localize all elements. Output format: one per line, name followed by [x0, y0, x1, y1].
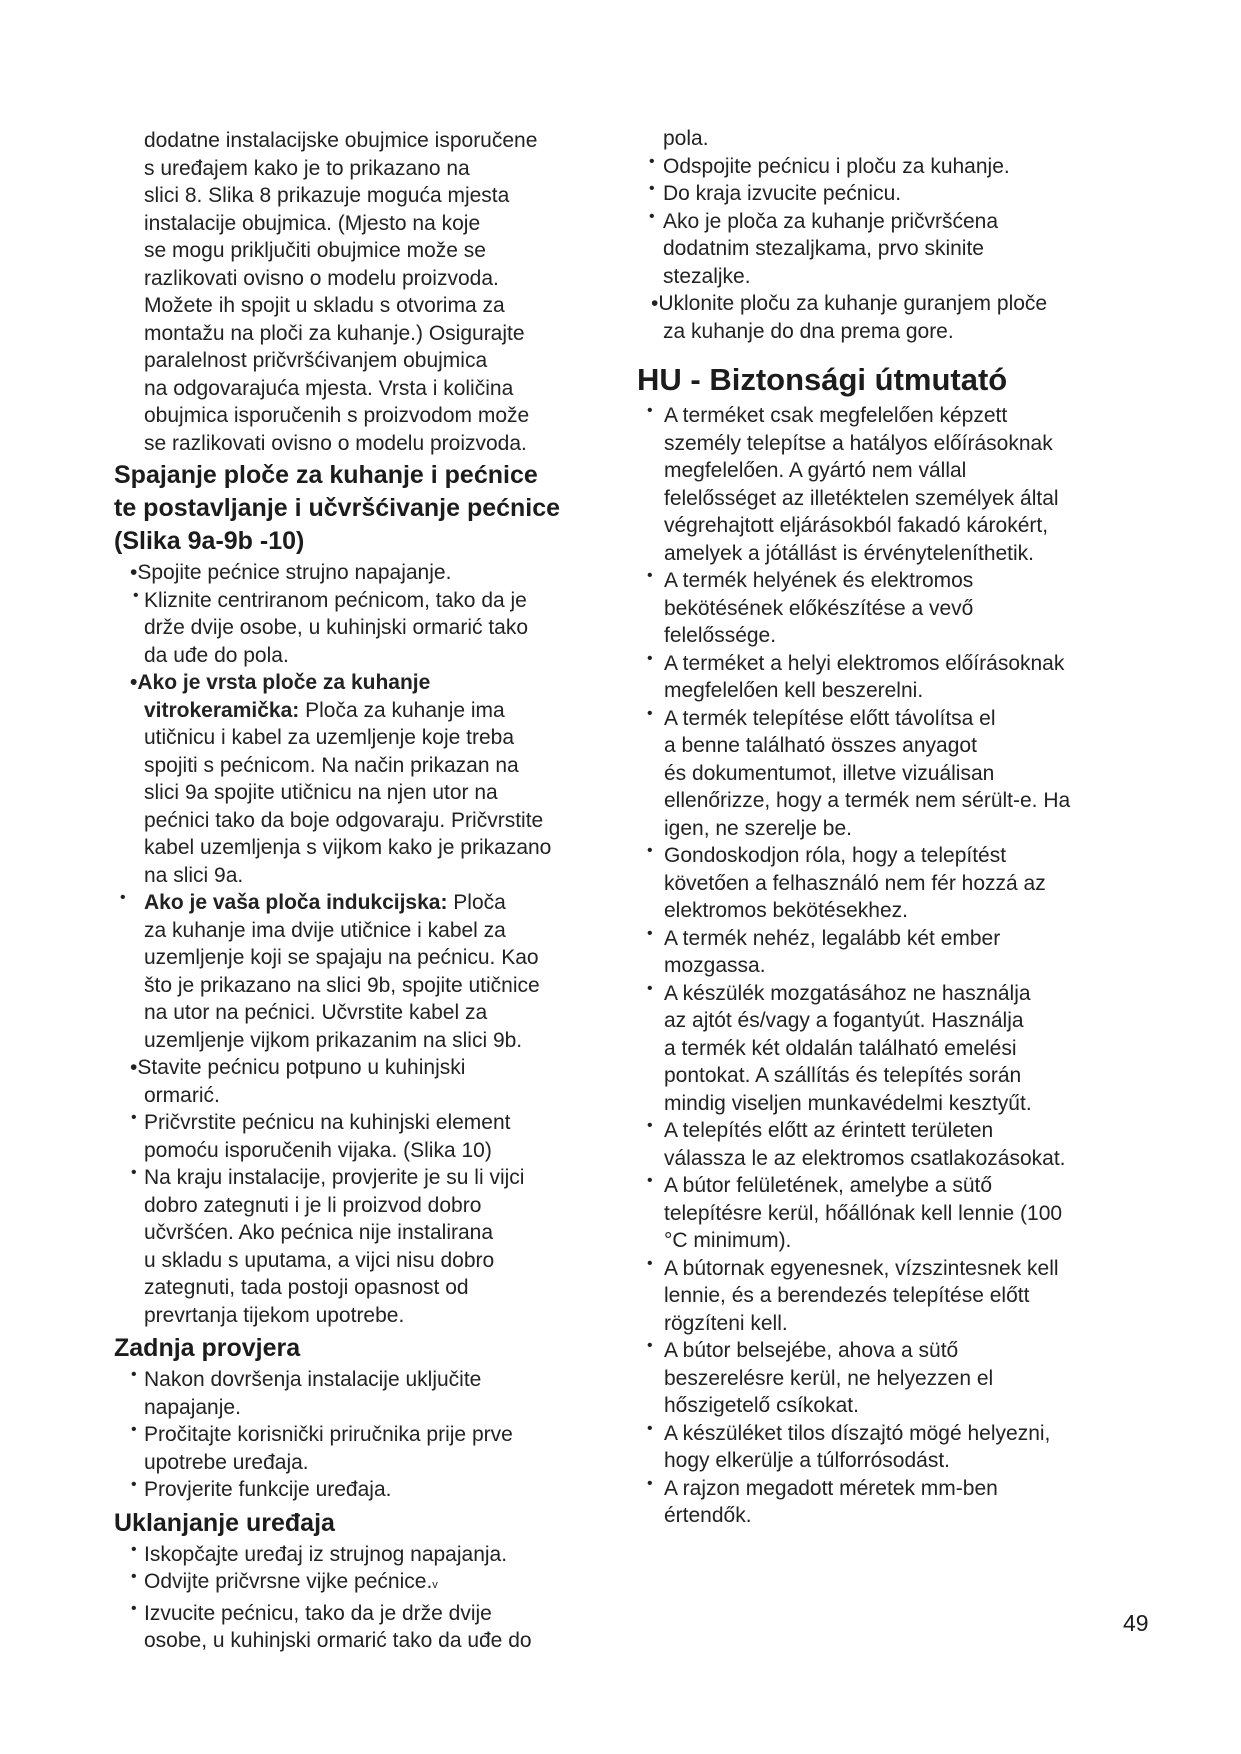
bullet-icon: • — [647, 402, 653, 419]
text-line: što je prikazano na slici 9b, spojite utičnice — [144, 973, 540, 997]
bullet-icon: • — [131, 1164, 137, 1181]
text-line: ormarić. — [144, 1083, 220, 1107]
bullet-icon: • — [131, 1476, 137, 1493]
list-item — [637, 402, 1137, 567]
bullet-icon: • — [647, 1337, 653, 1354]
text-line: •Spojite pećnice strujno napajanje. — [130, 561, 452, 584]
text-line: Provjerite funkcije uređaja. — [144, 1478, 392, 1501]
text-line: za kuhanje do dna prema gore. — [663, 319, 954, 343]
bullet-icon: • — [131, 1109, 137, 1126]
list-item — [637, 980, 1137, 1118]
text-line: Odspojite pećnicu i ploču za kuhanje. — [663, 154, 1010, 178]
list-item — [637, 1255, 1137, 1338]
text-line: dodatnim stezaljkama, prvo skinite — [663, 237, 984, 260]
text-line: A bútornak egyenesnek, vízszintesnek kell — [664, 1256, 1059, 1280]
text-line: Ploča za kuhanje ima — [299, 698, 505, 722]
text-line: upotrebe uređaja. — [144, 1450, 309, 1474]
list-item — [637, 567, 1137, 650]
bullet-icon: • — [120, 889, 126, 906]
bold-text: Ako je vaša ploča indukcijska: — [144, 891, 448, 914]
text-line: rögzíteni kell. — [664, 1311, 788, 1335]
section-heading-connecting — [114, 459, 614, 558]
list-item — [637, 1420, 1137, 1475]
list-item — [637, 208, 1137, 291]
heading-line: (Slika 9a-9b -10) — [114, 527, 305, 555]
list-item — [637, 705, 1137, 843]
text-line: Gondoskodjon róla, hogy a telepítést — [664, 844, 1007, 867]
text-line: mozgassa. — [664, 954, 766, 977]
bullet-icon: • — [647, 1254, 653, 1272]
heading-line: Spajanje ploče za kuhanje i pećnice — [114, 461, 538, 489]
text-line: lennie, és a berendezés telepítése előtt — [664, 1284, 1030, 1307]
text-line: dodatne instalacijske obujmice isporučene — [144, 129, 538, 152]
text-line: instalacije obujmica. (Mjesto na koje — [144, 211, 481, 235]
text-line: A termék nehéz, legalább két ember — [664, 926, 1001, 950]
text-line: razlikovati ovisno o modelu proizvoda. — [144, 266, 499, 290]
bold-text: vitrokeramička: — [144, 698, 300, 722]
bullet-icon: • — [647, 1117, 653, 1134]
text-line: és dokumentumot, illetve vizuálisan — [664, 761, 995, 785]
text-line: Pročitajte korisnički priručnika prije prve — [144, 1423, 513, 1446]
bold-text: •Ako je vrsta ploče za kuhanje — [130, 671, 431, 694]
text-line: u skladu s uputama, a vijci nisu dobro — [144, 1248, 495, 1272]
bullet-icon: • — [131, 1599, 137, 1617]
bullet-icon: • — [647, 704, 653, 722]
list-item — [637, 1337, 1137, 1420]
list-item — [114, 1476, 614, 1504]
list-item — [637, 1172, 1137, 1255]
text-line: Ako je ploča za kuhanje pričvršćena — [663, 209, 999, 233]
text-line: pećnici tako da boje odgovaraju. Pričvrstite — [144, 808, 544, 832]
text-line: na odgovarajuća mjesta. Vrsta i količina — [144, 376, 514, 400]
text-line: slici 8. Slika 8 prikazuje moguća mjesta — [144, 184, 510, 207]
text-line: Pričvrstite pećnicu na kuhinjski element — [144, 1111, 511, 1134]
text-line: •Stavite pećnicu potpuno u kuhinjski — [130, 1056, 466, 1079]
left-column — [114, 127, 614, 1655]
list-item — [637, 842, 1137, 925]
small-mark: v — [432, 1579, 438, 1591]
text-line: A termék helyének és elektromos — [664, 569, 974, 592]
text-line: utičnicu i kabel za uzemljenje koje treba — [144, 726, 515, 749]
text-line: drže dvije osobe, u kuhinjski ormarić tako — [144, 616, 529, 639]
text-line: za kuhanje ima dvije utičnice i kabel za — [144, 918, 506, 942]
list-item — [637, 290, 1137, 345]
text-line: felelősséget az illetéktelen személyek által — [664, 486, 1059, 510]
list-item — [114, 1421, 614, 1476]
text-line: pomoću isporučenih vijaka. (Slika 10) — [144, 1138, 492, 1162]
list-item — [114, 1600, 614, 1655]
bullet-icon: • — [647, 1172, 653, 1189]
text-line: Izvucite pećnicu, tako da je drže dvije — [144, 1601, 492, 1625]
list-item — [637, 180, 1137, 208]
text-line: napajanje. — [144, 1395, 241, 1419]
text-line: A készülék mozgatásához ne használja — [664, 981, 1031, 1005]
hu-list — [637, 402, 1137, 1530]
text-line: mindig viseljen munkavédelmi kesztyűt. — [664, 1091, 1032, 1115]
text-line: Možete ih spojit u skladu s otvorima za — [144, 294, 505, 317]
bullet-icon: • — [649, 207, 655, 225]
text-line: da uđe do pola. — [144, 643, 289, 667]
section-heading-final-check: Zadnja provjera — [114, 1334, 301, 1362]
list-item — [114, 669, 614, 889]
text-line: A bútor belsejébe, ahova a sütő — [664, 1339, 959, 1362]
list-item — [114, 1366, 614, 1421]
text-line: Iskopčajte uređaj iz strujnog napajanja. — [144, 1542, 508, 1566]
bullet-icon: • — [649, 152, 655, 170]
text-line: Odvijte pričvrsne vijke pećnice. — [144, 1570, 433, 1593]
text-line: beszerelésre kerül, ne helyezzen el — [664, 1366, 994, 1390]
text-line: paralelnost pričvršćivanjem obujmica — [144, 349, 488, 372]
text-line: °C minimum). — [664, 1229, 792, 1252]
hu-section-title: HU - Biztonsági útmutató — [637, 362, 1008, 397]
list-item — [114, 559, 614, 587]
bullet-icon: • — [647, 979, 653, 997]
list-item — [114, 1541, 614, 1569]
text-line: A készüléket tilos díszajtó mögé helyezni, — [664, 1421, 1051, 1445]
text-line: felelőssége. — [664, 624, 777, 647]
bullet-icon: • — [647, 649, 653, 667]
text-line: elektromos bekötésekhez. — [664, 899, 908, 922]
list-item — [637, 1475, 1137, 1530]
bullet-icon: • — [133, 586, 139, 604]
text-line: amelyek a jótállást is érvényteleníthetik. — [664, 541, 1035, 565]
text-line: személy telepítse a hatályos előírásoknak — [664, 431, 1053, 455]
text-line: osobe, u kuhinjski ormarić tako da uđe do — [144, 1629, 532, 1652]
list-item — [637, 1117, 1137, 1172]
text-line: A telepítés előtt az érintett területen — [664, 1119, 994, 1142]
text-line: slici 9a spojite utičnicu na njen utor na — [144, 781, 498, 804]
text-line: pola. — [663, 127, 709, 150]
text-line: zategnuti, tada postoji opasnost od — [144, 1276, 469, 1299]
text-line: dobro zategnuti i je li proizvod dobro — [144, 1193, 482, 1217]
list-item — [114, 1054, 614, 1109]
text-line: se mogu priključiti obujmice može se — [144, 239, 486, 262]
text-line: hogy elkerülje a túlforrósodást. — [664, 1449, 950, 1472]
text-line: učvršćen. Ako pećnica nije instalirana — [144, 1221, 494, 1244]
bullet-icon: • — [131, 1568, 137, 1585]
text-line: A rajzon megadott méretek mm-ben — [664, 1476, 998, 1500]
text-line: pontokat. A szállítás és telepítés során — [664, 1064, 1022, 1087]
right-column — [637, 125, 1137, 1530]
text-line: spojiti s pećnicom. Na način prikazan na — [144, 753, 519, 777]
list-item — [114, 889, 614, 1054]
text-line: Na kraju instalacije, provjerite je su li vijci — [144, 1166, 525, 1189]
heading-line: te postavljanje i učvršćivanje pećnice — [114, 494, 561, 522]
text-line: A terméket csak megfelelően képzett — [664, 404, 1008, 427]
bullet-icon: • — [647, 567, 653, 584]
text-line: Ploča — [447, 891, 506, 914]
bullet-icon: • — [649, 180, 655, 197]
text-line: A terméket a helyi elektromos előírásoknak — [664, 651, 1065, 675]
text-line: se razlikovati ovisno o modelu proizvoda. — [144, 431, 527, 455]
text-line: követően a felhasználó nem fér hozzá az — [664, 871, 1046, 895]
text-line: uzemljenje vijkom prikazanim na slici 9b. — [144, 1028, 523, 1052]
list-item — [637, 153, 1137, 181]
text-line: obujmica isporučenih s proizvodom može — [144, 404, 530, 427]
text-line: Do kraja izvucite pećnicu. — [663, 182, 902, 205]
list-item — [114, 1164, 614, 1329]
text-line: telepítésre kerül, hőállónak kell lennie (100 — [664, 1201, 1063, 1225]
bullet-icon: • — [647, 1419, 653, 1437]
text-line: •Uklonite ploču za kuhanje guranjem ploče — [651, 292, 1048, 315]
text-line: a termék két oldalán található emelési — [664, 1036, 1017, 1060]
bullet-icon: • — [131, 1366, 137, 1383]
list-item — [637, 925, 1137, 980]
text-line: na slici 9a. — [144, 863, 244, 887]
text-line: igen, ne szerelje be. — [664, 816, 852, 840]
text-line: kabel uzemljenja s vijkom kako je prikazano — [144, 836, 552, 859]
text-line: hőszigetelő csíkokat. — [664, 1394, 859, 1417]
text-line: Kliznite centriranom pećnicom, tako da je — [144, 588, 527, 612]
text-line: uzemljenje koji se spajaju na pećnicu. Kao — [144, 946, 539, 969]
text-line: a benne található összes anyagot — [664, 734, 977, 757]
intro-paragraph — [114, 127, 614, 457]
bullet-icon: • — [647, 842, 653, 859]
text-line: megfelelően kell beszerelni. — [664, 679, 924, 702]
bullet-icon: • — [647, 924, 653, 942]
text-line: válassza le az elektromos csatlakozásokat. — [664, 1146, 1066, 1170]
text-line: megfelelően. A gyártó nem vállal — [664, 459, 967, 482]
text-line: ellenőrizze, hogy a termék nem sérült-e. Ha — [664, 789, 1071, 812]
bullet-icon: • — [131, 1540, 137, 1558]
text-line: A bútor felületének, amelybe a sütő — [664, 1174, 993, 1197]
bullet-icon: • — [647, 1474, 653, 1492]
list-item — [637, 650, 1137, 705]
text-line: Nakon dovršenja instalacije uključite — [144, 1368, 482, 1391]
text-line: s uređajem kako je to prikazano na — [144, 156, 470, 180]
section-heading-removal: Uklanjanje uređaja — [114, 1508, 335, 1537]
text-line: stezaljke. — [663, 264, 751, 288]
list-item — [114, 1568, 614, 1600]
text-line: végrehajtott eljárásokból fakadó károkért, — [664, 514, 1049, 537]
text-line: prevrtanja tijekom upotrebe. — [144, 1303, 405, 1327]
list-item — [114, 587, 614, 670]
page-number: 49 — [1123, 1610, 1149, 1636]
text-line: montažu na ploči za kuhanje.) Osigurajte — [144, 321, 525, 345]
text-line: A termék telepítése előtt távolítsa el — [664, 706, 996, 730]
bullet-icon: • — [131, 1421, 137, 1438]
text-line: az ajtót és/vagy a fogantyút. Használja — [664, 1009, 1024, 1032]
text-line: bekötésének előkészítése a vevő — [664, 596, 974, 620]
list-item — [114, 1109, 614, 1164]
text-line: értendők. — [664, 1504, 752, 1527]
text-line: na utor na pećnici. Učvrstite kabel za — [144, 1001, 488, 1024]
